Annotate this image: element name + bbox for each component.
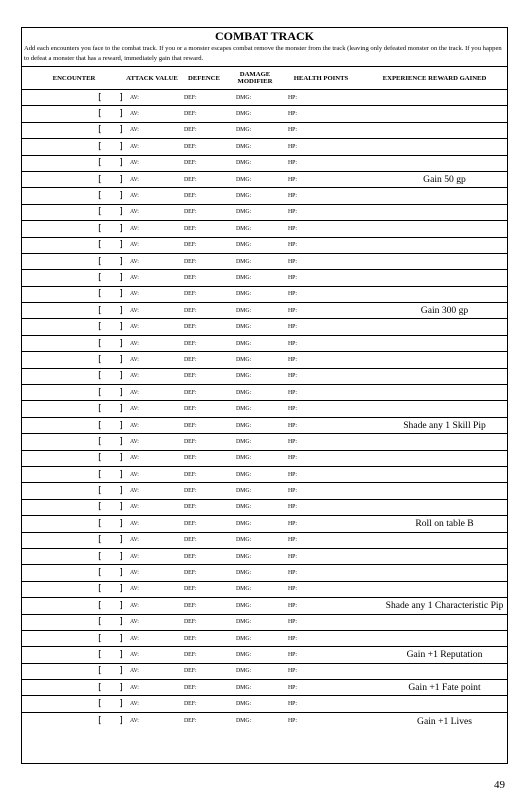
attack-value-cell[interactable]: AV: xyxy=(130,668,139,675)
attack-value-cell[interactable]: AV: xyxy=(130,570,139,577)
health-cell[interactable]: HP: xyxy=(288,471,298,478)
table-row xyxy=(22,516,507,532)
attack-value-cell[interactable]: AV: xyxy=(130,340,139,347)
attack-value-cell[interactable]: AV: xyxy=(130,520,139,527)
encounter-cell[interactable] xyxy=(22,191,126,201)
encounter-cell[interactable] xyxy=(22,552,126,562)
attack-value-cell[interactable]: AV: xyxy=(130,209,139,216)
encounter-cell[interactable] xyxy=(22,421,126,431)
defence-cell[interactable]: DEF: xyxy=(184,356,197,363)
combat-track-sheet xyxy=(21,27,508,764)
health-cell[interactable]: HP: xyxy=(288,274,298,281)
encounter-cell[interactable] xyxy=(22,470,126,480)
encounter-checkbox[interactable]: [ ] xyxy=(96,305,124,316)
damage-cell[interactable]: DMG: xyxy=(236,455,252,462)
health-cell[interactable]: HP: xyxy=(288,193,298,200)
instructions-text: Add each encounters you face to the combat track. If you or a monster escapes combat remove the monster from the track (leaving only defeated monster on the track. If you happen to defeat a monster that has a reward, immediately gain that reward. xyxy=(24,45,502,62)
defence-cell[interactable]: DEF: xyxy=(184,209,197,216)
table-row xyxy=(22,336,507,352)
encounter-checkbox[interactable]: [ ] xyxy=(96,666,124,677)
encounter-checkbox[interactable]: [ ] xyxy=(96,502,124,513)
attack-value-cell[interactable]: AV: xyxy=(130,438,139,445)
defence-cell[interactable]: DEF: xyxy=(184,537,197,544)
encounter-checkbox[interactable]: [ ] xyxy=(96,535,124,546)
health-cell[interactable]: HP: xyxy=(288,143,298,150)
damage-cell[interactable]: DMG: xyxy=(236,307,252,314)
damage-cell[interactable]: DMG: xyxy=(236,520,252,527)
defence-cell[interactable]: DEF: xyxy=(184,668,197,675)
encounter-checkbox[interactable]: [ ] xyxy=(96,354,124,365)
attack-value-cell[interactable]: AV: xyxy=(130,291,139,298)
damage-cell[interactable]: DMG: xyxy=(236,570,252,577)
health-cell[interactable]: HP: xyxy=(288,127,298,134)
encounter-checkbox[interactable]: [ ] xyxy=(96,207,124,218)
table-row xyxy=(22,598,507,614)
reward-cell: Gain 300 gp xyxy=(420,305,469,317)
table-row xyxy=(22,664,507,680)
defence-cell[interactable]: DEF: xyxy=(184,520,197,527)
encounter-cell[interactable] xyxy=(22,224,126,234)
table-row xyxy=(22,287,507,303)
defence-cell[interactable]: DEF: xyxy=(184,553,197,560)
defence-cell[interactable]: DEF: xyxy=(184,193,197,200)
encounter-checkbox[interactable]: [ ] xyxy=(96,223,124,234)
table-row xyxy=(22,631,507,647)
table-row xyxy=(22,615,507,631)
attack-value-cell[interactable]: AV: xyxy=(130,586,139,593)
damage-cell[interactable]: DMG: xyxy=(236,324,252,331)
attack-value-cell[interactable]: AV: xyxy=(130,406,139,413)
reward-cell: Gain +1 Reputation xyxy=(406,649,483,661)
encounter-checkbox[interactable]: [ ] xyxy=(96,600,124,611)
damage-cell[interactable]: DMG: xyxy=(236,438,252,445)
encounter-cell[interactable] xyxy=(22,601,126,611)
health-cell[interactable]: HP: xyxy=(288,209,298,216)
damage-cell[interactable]: DMG: xyxy=(236,619,252,626)
damage-cell[interactable]: DMG: xyxy=(236,651,252,658)
attack-value-cell[interactable]: AV: xyxy=(130,422,139,429)
damage-cell[interactable]: DMG: xyxy=(236,340,252,347)
health-cell[interactable]: HP: xyxy=(288,504,298,511)
header-experience-reward: EXPERIENCE REWARD GAINED xyxy=(382,74,487,82)
encounter-cell[interactable] xyxy=(22,634,126,644)
table-row xyxy=(22,401,507,417)
damage-cell[interactable]: DMG: xyxy=(236,537,252,544)
attack-value-cell[interactable]: AV: xyxy=(130,389,139,396)
attack-value-cell[interactable]: AV: xyxy=(130,602,139,609)
encounter-cell[interactable] xyxy=(22,453,126,463)
health-cell[interactable]: HP: xyxy=(288,258,298,265)
damage-cell[interactable]: DMG: xyxy=(236,291,252,298)
encounter-checkbox[interactable]: [ ] xyxy=(96,649,124,660)
health-cell[interactable]: HP: xyxy=(288,602,298,609)
health-cell[interactable]: HP: xyxy=(288,635,298,642)
attack-value-cell[interactable]: AV: xyxy=(130,635,139,642)
reward-cell: Gain 50 gp xyxy=(423,174,466,186)
encounter-checkbox[interactable]: [ ] xyxy=(96,141,124,152)
attack-value-cell[interactable]: AV: xyxy=(130,373,139,380)
encounter-checkbox[interactable]: [ ] xyxy=(96,92,124,103)
encounter-checkbox[interactable]: [ ] xyxy=(96,716,124,727)
table-row xyxy=(22,254,507,270)
attack-value-cell[interactable]: AV: xyxy=(130,258,139,265)
defence-cell[interactable]: DEF: xyxy=(184,389,197,396)
table-row xyxy=(22,385,507,401)
encounter-checkbox[interactable]: [ ] xyxy=(96,338,124,349)
damage-cell[interactable]: DMG: xyxy=(236,635,252,642)
health-cell[interactable]: HP: xyxy=(288,225,298,232)
table-row xyxy=(22,106,507,122)
defence-cell[interactable]: DEF: xyxy=(184,619,197,626)
reward-cell: Gain +1 Lives xyxy=(417,715,472,727)
attack-value-cell[interactable]: AV: xyxy=(130,160,139,167)
encounter-checkbox[interactable]: [ ] xyxy=(96,633,124,644)
damage-cell[interactable]: DMG: xyxy=(236,504,252,511)
encounter-cell[interactable] xyxy=(22,355,126,365)
table-row xyxy=(22,451,507,467)
encounter-checkbox[interactable]: [ ] xyxy=(96,174,124,185)
health-cell[interactable]: HP: xyxy=(288,160,298,167)
attack-value-cell[interactable]: AV: xyxy=(130,274,139,281)
encounter-checkbox[interactable]: [ ] xyxy=(96,568,124,579)
header-attack-value: ATTACK VALUE xyxy=(126,74,178,82)
defence-cell[interactable]: DEF: xyxy=(184,258,197,265)
table-row xyxy=(22,156,507,172)
health-cell[interactable]: HP: xyxy=(288,422,298,429)
defence-cell[interactable]: DEF: xyxy=(184,176,197,183)
encounter-cell[interactable] xyxy=(22,535,126,545)
health-cell[interactable]: HP: xyxy=(288,291,298,298)
health-cell[interactable]: HP: xyxy=(288,242,298,249)
table-row xyxy=(22,205,507,221)
encounter-cell[interactable] xyxy=(22,240,126,250)
encounter-checkbox[interactable]: [ ] xyxy=(96,387,124,398)
encounter-cell[interactable] xyxy=(22,339,126,349)
health-cell[interactable]: HP: xyxy=(288,340,298,347)
defence-cell[interactable]: DEF: xyxy=(184,225,197,232)
health-cell[interactable]: HP: xyxy=(288,586,298,593)
encounter-cell[interactable] xyxy=(22,109,126,119)
defence-cell[interactable]: DEF: xyxy=(184,324,197,331)
table-header xyxy=(22,66,507,90)
health-cell[interactable]: HP: xyxy=(288,651,298,658)
damage-cell[interactable]: DMG: xyxy=(236,143,252,150)
attack-value-cell[interactable]: AV: xyxy=(130,356,139,363)
encounter-checkbox[interactable]: [ ] xyxy=(96,584,124,595)
encounter-checkbox[interactable]: [ ] xyxy=(96,551,124,562)
damage-cell[interactable]: DMG: xyxy=(236,258,252,265)
defence-cell[interactable]: DEF: xyxy=(184,143,197,150)
encounter-checkbox[interactable]: [ ] xyxy=(96,240,124,251)
encounter-checkbox[interactable]: [ ] xyxy=(96,289,124,300)
damage-cell[interactable]: DMG: xyxy=(236,209,252,216)
encounter-checkbox[interactable]: [ ] xyxy=(96,191,124,202)
table-row xyxy=(22,221,507,237)
table-row xyxy=(22,533,507,549)
damage-cell[interactable]: DMG: xyxy=(236,127,252,134)
attack-value-cell[interactable]: AV: xyxy=(130,242,139,249)
damage-cell[interactable]: DMG: xyxy=(236,684,252,691)
attack-value-cell[interactable]: AV: xyxy=(130,684,139,691)
table-row xyxy=(22,565,507,581)
encounter-cell[interactable] xyxy=(22,617,126,627)
attack-value-cell[interactable]: AV: xyxy=(130,718,139,725)
reward-cell: Gain +1 Fate point xyxy=(408,682,481,694)
health-cell[interactable]: HP: xyxy=(288,537,298,544)
health-cell[interactable]: HP: xyxy=(288,389,298,396)
damage-cell[interactable]: DMG: xyxy=(236,668,252,675)
attack-value-cell[interactable]: AV: xyxy=(130,127,139,134)
attack-value-cell[interactable]: AV: xyxy=(130,111,139,118)
encounter-checkbox[interactable]: [ ] xyxy=(96,469,124,480)
attack-value-cell[interactable]: AV: xyxy=(130,619,139,626)
encounter-checkbox[interactable]: [ ] xyxy=(96,404,124,415)
defence-cell[interactable]: DEF: xyxy=(184,291,197,298)
encounter-checkbox[interactable]: [ ] xyxy=(96,486,124,497)
health-cell[interactable]: HP: xyxy=(288,553,298,560)
damage-cell[interactable]: DMG: xyxy=(236,701,252,708)
damage-cell[interactable]: DMG: xyxy=(236,94,252,101)
encounter-checkbox[interactable]: [ ] xyxy=(96,322,124,333)
encounter-rows xyxy=(22,90,507,729)
damage-cell[interactable]: DMG: xyxy=(236,274,252,281)
damage-cell[interactable]: DMG: xyxy=(236,488,252,495)
encounter-checkbox[interactable]: [ ] xyxy=(96,158,124,169)
encounter-checkbox[interactable]: [ ] xyxy=(96,682,124,693)
defence-cell[interactable]: DEF: xyxy=(184,111,197,118)
encounter-checkbox[interactable]: [ ] xyxy=(96,518,124,529)
encounter-cell[interactable] xyxy=(22,306,126,316)
encounter-checkbox[interactable]: [ ] xyxy=(96,453,124,464)
table-row xyxy=(22,696,507,712)
attack-value-cell[interactable]: AV: xyxy=(130,455,139,462)
defence-cell[interactable]: DEF: xyxy=(184,373,197,380)
defence-cell[interactable]: DEF: xyxy=(184,307,197,314)
encounter-checkbox[interactable]: [ ] xyxy=(96,272,124,283)
damage-cell[interactable]: DMG: xyxy=(236,111,252,118)
encounter-cell[interactable] xyxy=(22,683,126,693)
attack-value-cell[interactable]: AV: xyxy=(130,193,139,200)
health-cell[interactable]: HP: xyxy=(288,520,298,527)
health-cell[interactable]: HP: xyxy=(288,94,298,101)
table-row xyxy=(22,434,507,450)
defence-cell[interactable]: DEF: xyxy=(184,651,197,658)
encounter-cell[interactable] xyxy=(22,289,126,299)
damage-cell[interactable]: DMG: xyxy=(236,422,252,429)
health-cell[interactable]: HP: xyxy=(288,406,298,413)
damage-cell[interactable]: DMG: xyxy=(236,160,252,167)
encounter-cell[interactable] xyxy=(22,486,126,496)
attack-value-cell[interactable]: AV: xyxy=(130,225,139,232)
defence-cell[interactable]: DEF: xyxy=(184,438,197,445)
table-row xyxy=(22,582,507,598)
table-row xyxy=(22,369,507,385)
defence-cell[interactable]: DEF: xyxy=(184,242,197,249)
page-number: 49 xyxy=(494,779,505,791)
defence-cell[interactable]: DEF: xyxy=(184,422,197,429)
reward-cell: Shade any 1 Characteristic Pip xyxy=(385,600,504,612)
health-cell[interactable]: HP: xyxy=(288,455,298,462)
health-cell[interactable]: HP: xyxy=(288,111,298,118)
reward-cell: Shade any 1 Skill Pip xyxy=(403,420,486,431)
health-cell[interactable]: HP: xyxy=(288,684,298,691)
health-cell[interactable]: HP: xyxy=(288,438,298,445)
damage-cell[interactable]: DMG: xyxy=(236,193,252,200)
defence-cell[interactable]: DEF: xyxy=(184,160,197,167)
health-cell[interactable]: HP: xyxy=(288,619,298,626)
health-cell[interactable]: HP: xyxy=(288,373,298,380)
defence-cell[interactable]: DEF: xyxy=(184,274,197,281)
encounter-cell[interactable] xyxy=(22,568,126,578)
health-cell[interactable]: HP: xyxy=(288,668,298,675)
defence-cell[interactable]: DEF: xyxy=(184,635,197,642)
attack-value-cell[interactable]: AV: xyxy=(130,537,139,544)
attack-value-cell[interactable]: AV: xyxy=(130,701,139,708)
attack-value-cell[interactable]: AV: xyxy=(130,94,139,101)
encounter-cell[interactable] xyxy=(22,158,126,168)
encounter-cell[interactable] xyxy=(22,142,126,152)
health-cell[interactable]: HP: xyxy=(288,570,298,577)
attack-value-cell[interactable]: AV: xyxy=(130,471,139,478)
table-row xyxy=(22,549,507,565)
table-row xyxy=(22,680,507,696)
table-row xyxy=(22,270,507,286)
defence-cell[interactable]: DEF: xyxy=(184,586,197,593)
damage-cell[interactable]: DMG: xyxy=(236,718,252,725)
header-damage-modifier: DAMAGE MODIFIER xyxy=(237,71,273,85)
encounter-checkbox[interactable]: [ ] xyxy=(96,436,124,447)
encounter-cell[interactable] xyxy=(22,125,126,135)
health-cell[interactable]: HP: xyxy=(288,488,298,495)
encounter-checkbox[interactable]: [ ] xyxy=(96,699,124,710)
health-cell[interactable]: HP: xyxy=(288,307,298,314)
reward-cell: Roll on table B xyxy=(415,518,474,530)
defence-cell[interactable]: DEF: xyxy=(184,471,197,478)
table-row xyxy=(22,319,507,335)
encounter-checkbox[interactable]: [ ] xyxy=(96,109,124,120)
damage-cell[interactable]: DMG: xyxy=(236,406,252,413)
damage-cell[interactable]: DMG: xyxy=(236,176,252,183)
table-row xyxy=(22,467,507,483)
page-title: COMBAT TRACK xyxy=(214,29,314,43)
attack-value-cell[interactable]: AV: xyxy=(130,553,139,560)
defence-cell[interactable]: DEF: xyxy=(184,684,197,691)
encounter-cell[interactable] xyxy=(22,322,126,332)
table-row xyxy=(22,139,507,155)
encounter-cell[interactable] xyxy=(22,650,126,660)
health-cell[interactable]: HP: xyxy=(288,356,298,363)
damage-cell[interactable]: DMG: xyxy=(236,602,252,609)
damage-cell[interactable]: DMG: xyxy=(236,225,252,232)
header-health-points: HEALTH POINTS xyxy=(293,74,349,82)
table-row xyxy=(22,500,507,516)
defence-cell[interactable]: DEF: xyxy=(184,504,197,511)
encounter-cell[interactable] xyxy=(22,207,126,217)
header-encounter: ENCOUNTER xyxy=(52,74,96,82)
encounter-cell[interactable] xyxy=(22,175,126,185)
damage-cell[interactable]: DMG: xyxy=(236,356,252,363)
health-cell[interactable]: HP: xyxy=(288,718,298,725)
encounter-cell[interactable] xyxy=(22,502,126,512)
encounter-checkbox[interactable]: [ ] xyxy=(96,125,124,136)
attack-value-cell[interactable]: AV: xyxy=(130,307,139,314)
defence-cell[interactable]: DEF: xyxy=(184,127,197,134)
health-cell[interactable]: HP: xyxy=(288,176,298,183)
table-row xyxy=(22,303,507,319)
table-row xyxy=(22,713,507,729)
defence-cell[interactable]: DEF: xyxy=(184,488,197,495)
encounter-cell[interactable] xyxy=(22,666,126,676)
defence-cell[interactable]: DEF: xyxy=(184,340,197,347)
damage-cell[interactable]: DMG: xyxy=(236,586,252,593)
table-row xyxy=(22,647,507,663)
defence-cell[interactable]: DEF: xyxy=(184,701,197,708)
encounter-cell[interactable] xyxy=(22,93,126,103)
encounter-cell[interactable] xyxy=(22,716,126,726)
defence-cell[interactable]: DEF: xyxy=(184,602,197,609)
header-defence: DEFENCE xyxy=(188,74,220,82)
defence-cell[interactable]: DEF: xyxy=(184,570,197,577)
attack-value-cell[interactable]: AV: xyxy=(130,176,139,183)
table-row xyxy=(22,352,507,368)
table-row xyxy=(22,123,507,139)
encounter-cell[interactable] xyxy=(22,437,126,447)
defence-cell[interactable]: DEF: xyxy=(184,455,197,462)
encounter-cell[interactable] xyxy=(22,519,126,529)
table-row xyxy=(22,188,507,204)
defence-cell[interactable]: DEF: xyxy=(184,406,197,413)
health-cell[interactable]: HP: xyxy=(288,324,298,331)
damage-cell[interactable]: DMG: xyxy=(236,389,252,396)
damage-cell[interactable]: DMG: xyxy=(236,242,252,249)
encounter-cell[interactable] xyxy=(22,273,126,283)
damage-cell[interactable]: DMG: xyxy=(236,373,252,380)
defence-cell[interactable]: DEF: xyxy=(184,94,197,101)
encounter-cell[interactable] xyxy=(22,388,126,398)
encounter-cell[interactable] xyxy=(22,371,126,381)
damage-cell[interactable]: DMG: xyxy=(236,553,252,560)
table-row xyxy=(22,483,507,499)
encounter-cell[interactable] xyxy=(22,699,126,709)
encounter-cell[interactable] xyxy=(22,257,126,267)
encounter-checkbox[interactable]: [ ] xyxy=(96,617,124,628)
table-row xyxy=(22,90,507,106)
table-row xyxy=(22,238,507,254)
attack-value-cell[interactable]: AV: xyxy=(130,651,139,658)
attack-value-cell[interactable]: AV: xyxy=(130,324,139,331)
encounter-checkbox[interactable]: [ ] xyxy=(96,256,124,267)
damage-cell[interactable]: DMG: xyxy=(236,471,252,478)
attack-value-cell[interactable]: AV: xyxy=(130,504,139,511)
encounter-cell[interactable] xyxy=(22,584,126,594)
defence-cell[interactable]: DEF: xyxy=(184,718,197,725)
attack-value-cell[interactable]: AV: xyxy=(130,143,139,150)
encounter-checkbox[interactable]: [ ] xyxy=(96,420,124,431)
encounter-cell[interactable] xyxy=(22,404,126,414)
table-row xyxy=(22,172,507,188)
encounter-checkbox[interactable]: [ ] xyxy=(96,371,124,382)
attack-value-cell[interactable]: AV: xyxy=(130,488,139,495)
table-row xyxy=(22,418,507,434)
health-cell[interactable]: HP: xyxy=(288,701,298,708)
